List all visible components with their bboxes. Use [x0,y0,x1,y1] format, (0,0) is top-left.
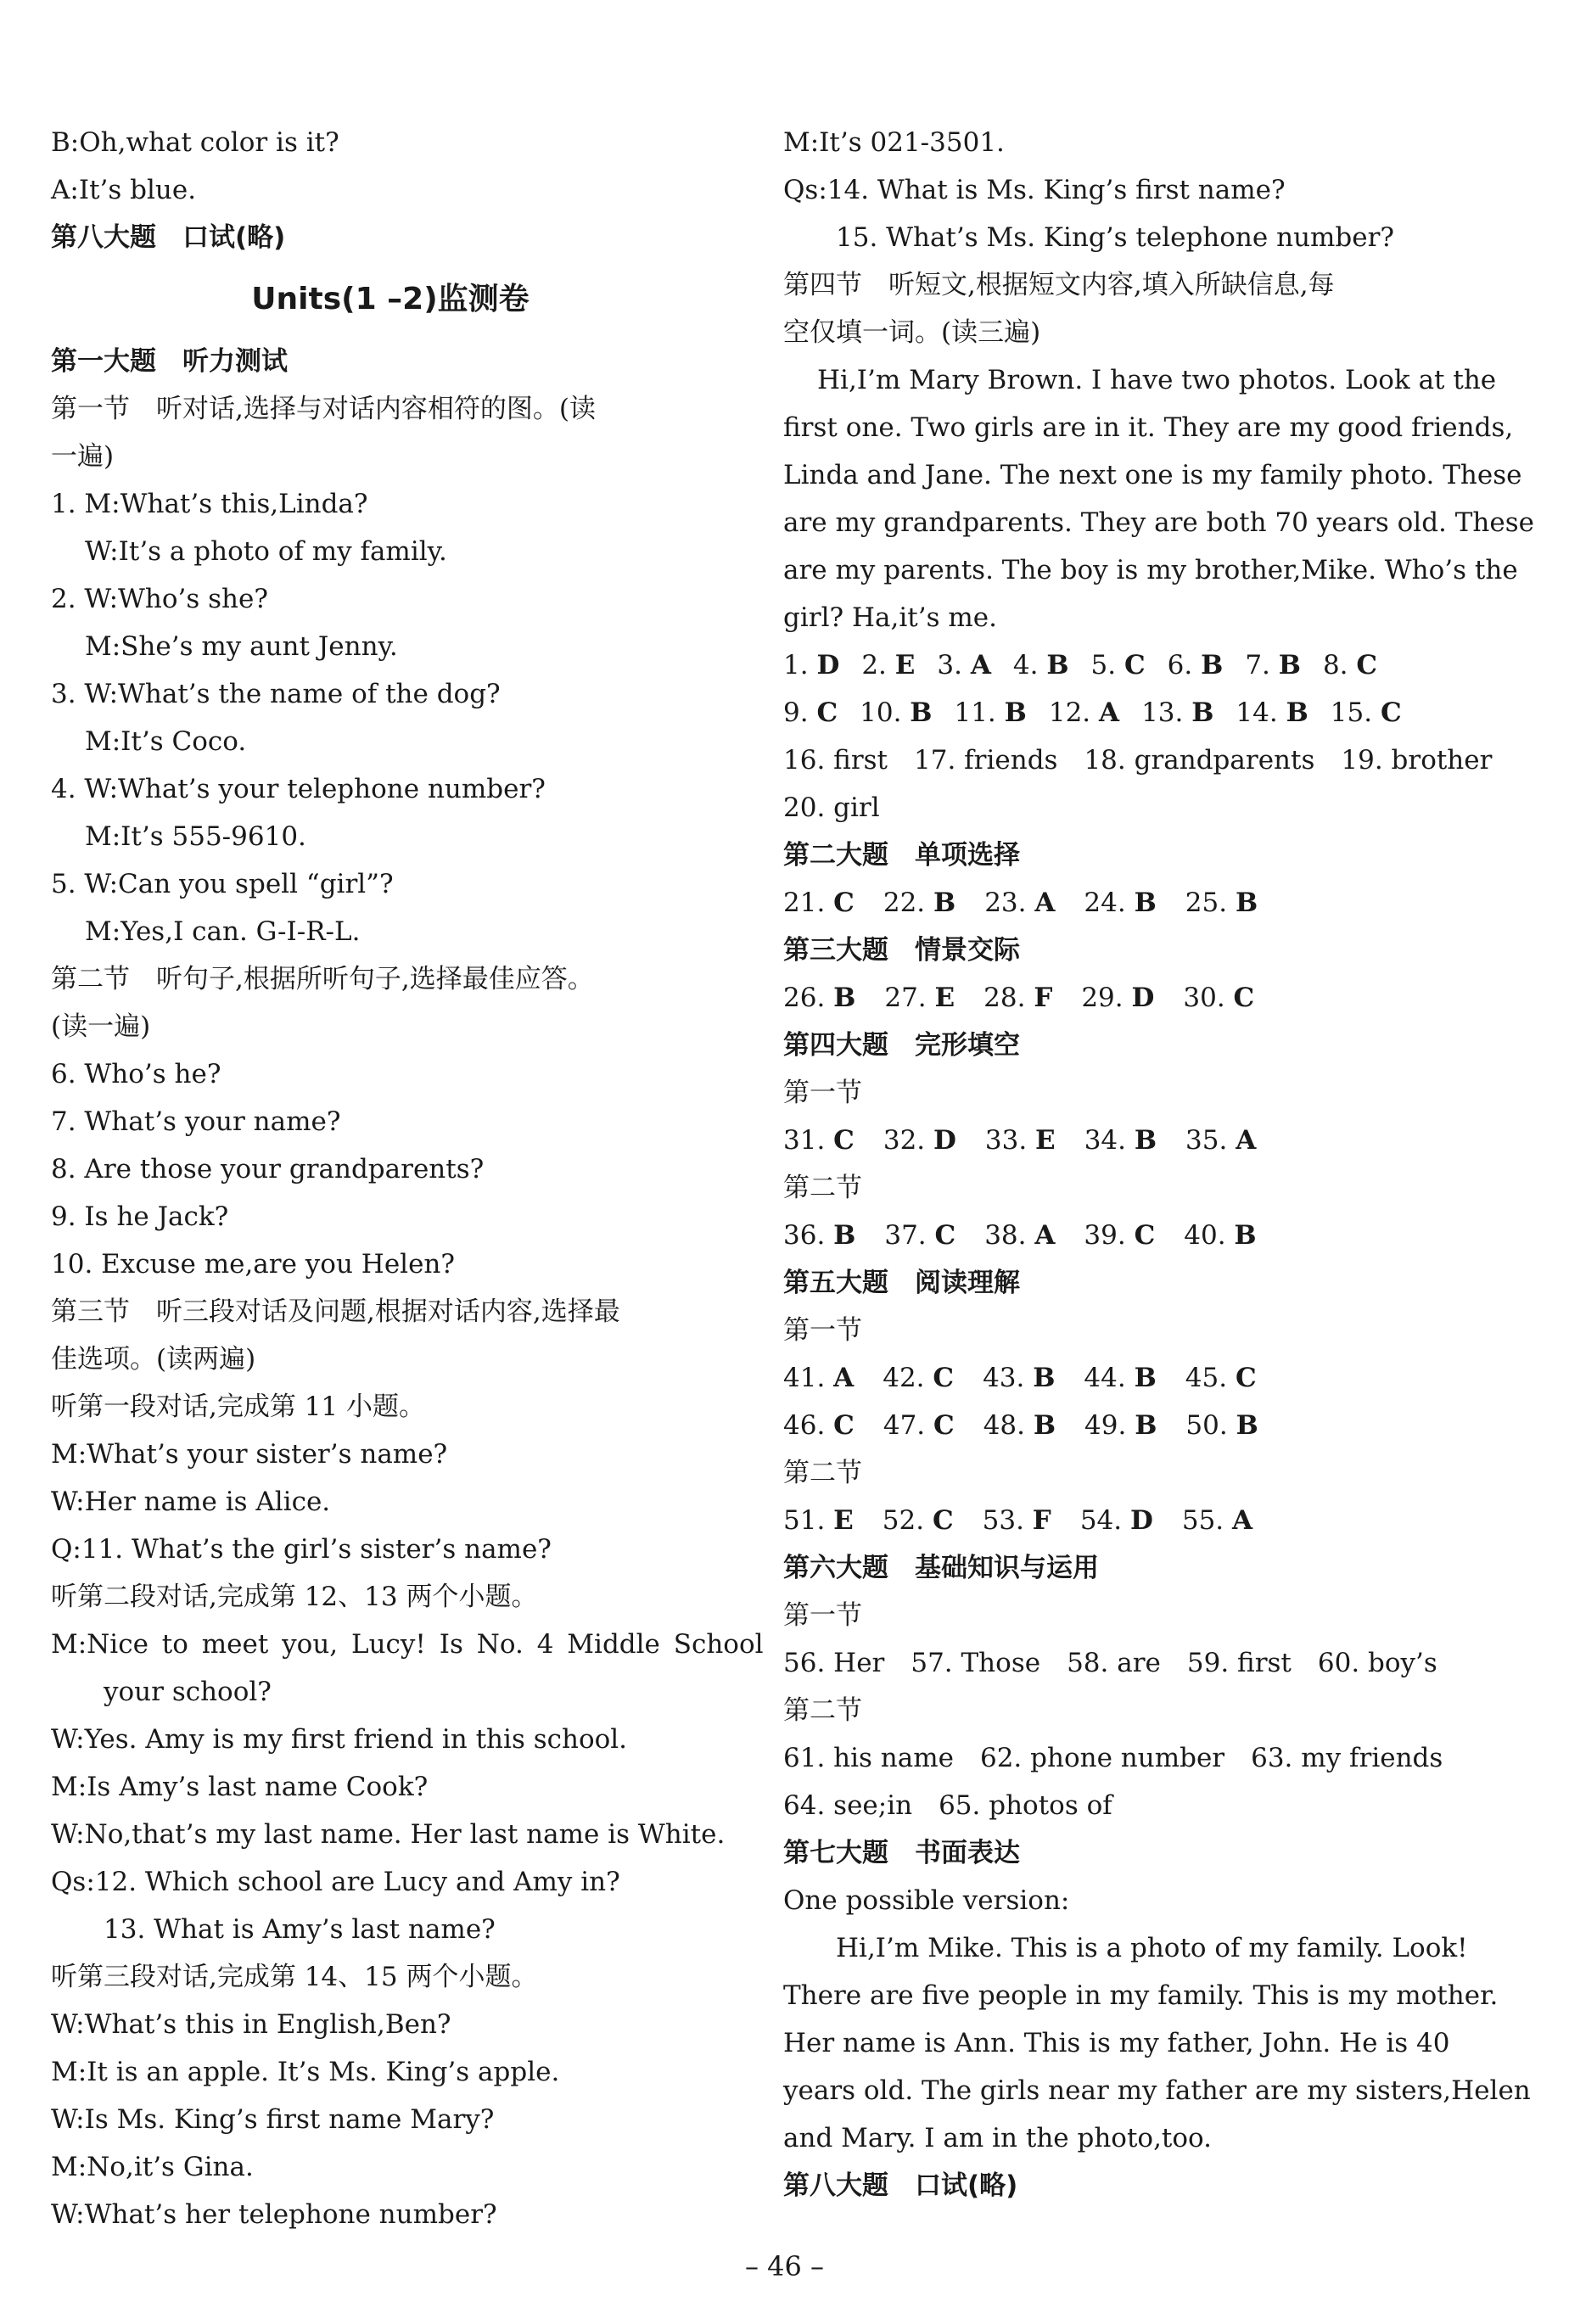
answer-letter: C [833,888,855,918]
answer-number: 25. [1185,888,1236,918]
answer-number: 53. [982,1505,1033,1536]
answer-item [783,1402,855,1449]
answer-letter: B [1004,697,1027,728]
answer-number: 23. [984,888,1035,918]
dialog-line: W:What’s her telephone number? [51,2199,497,2230]
subsection-label: 第二节 [783,1173,862,1203]
answer-number: 54. [1079,1505,1130,1536]
section-heading: 第一大题 听力测试 [51,346,288,377]
answer-row [783,641,1466,689]
passage-line: are my grandparents. They are both 70 years old. These [783,507,1534,538]
dialog-line: W:No,that’s my last name. Her last name is White. [51,1819,726,1850]
answer-number: 3. [937,650,971,680]
essay-line: Her name is Ann. This is my father, John. He is 40 [783,2028,1450,2058]
dialog-line: M:What’s your sister’s name? [51,1439,448,1470]
dialog-line: M:It’s Coco. [85,726,247,757]
answer-item [1049,689,1119,736]
answer-item [1084,1212,1155,1259]
answer-item [983,1354,1055,1402]
answer-letter: C [1380,697,1402,728]
essay-line: years old. The girls near my father are my sisters,Helen [783,2075,1531,2106]
answer-item [883,1354,954,1402]
dialog-line: your school? [104,1677,272,1707]
answer-row: 61. his name 62. phone number 63. my friends [783,1743,1443,1773]
essay-line: and Mary. I am in the photo,too. [783,2123,1213,2153]
section-heading: 第二大题 单项选择 [783,840,1020,871]
dialog-line: 1. M:What’s this,Linda? [51,489,368,519]
answer-letter: F [1032,1505,1051,1536]
answer-item [783,1117,855,1164]
section-heading: 第六大题 基础知识与运用 [783,1553,1099,1583]
answer-row: 20. girl [783,792,880,823]
answer-number: 51. [783,1505,834,1536]
answer-item [937,641,991,689]
answer-item [861,641,915,689]
sentence-line: 9. Is he Jack? [51,1201,229,1232]
answer-number: 45. [1185,1363,1236,1393]
answer-number: 32. [883,1125,933,1156]
answer-number: 37. [884,1220,935,1251]
instruction: 第三节 听三段对话及问题,根据对话内容,选择最 [51,1296,620,1327]
dialog-line: W:What’s this in English,Ben? [51,2009,451,2040]
answer-letter: B [833,983,856,1013]
answer-row [783,1497,1466,1544]
essay-line: There are five people in my family. This is my mother. [783,1980,1499,2011]
answer-number: 28. [983,983,1034,1013]
answer-item [1084,1117,1157,1164]
answer-letter: E [934,983,955,1013]
answer-letter: B [1236,1410,1258,1441]
right-column [783,119,1534,2209]
answer-row [783,1354,1466,1402]
answer-letter: B [933,888,956,918]
answer-number: 50. [1185,1410,1236,1441]
answer-row [783,974,1466,1022]
passage-line: are my parents. The boy is my brother,Mike. Who’s the [783,555,1518,585]
dialog-line: W:Yes. Amy is my first friend in this school. [51,1724,628,1755]
section-heading: 第七大题 书面表达 [783,1838,1020,1868]
answer-letter: B [1046,650,1069,680]
answer-letter: B [833,1220,856,1251]
answer-letter: E [1035,1125,1056,1156]
answer-number: 43. [983,1363,1034,1393]
dialog-line: Qs:14. What is Ms. King’s first name? [783,175,1286,205]
answer-letter: C [1235,1363,1257,1393]
answer-item [1168,641,1224,689]
answer-letter: B [1191,697,1214,728]
dialog-intro: 听第二段对话,完成第 12、13 两个小题。 [51,1582,538,1612]
instruction: 空仅填一词。(读三遍) [783,317,1041,348]
answer-letter: F [1034,983,1053,1013]
answer-letter: C [932,1505,954,1536]
answer-item [1084,879,1156,927]
answer-row [783,1212,1466,1259]
answer-letter: D [1131,983,1155,1013]
answer-item [1080,1497,1153,1544]
answer-item [1245,641,1301,689]
answer-item [883,879,955,927]
dialog-line: M:No,it’s Gina. [51,2152,254,2182]
answer-row: 16. first 17. friends 18. grandparents 19. brother [783,745,1493,776]
dialog-line: Qs:12. Which school are Lucy and Amy in? [51,1867,620,1897]
instruction: 一遍) [51,441,115,472]
answer-item [1183,974,1254,1022]
answer-letter: C [1356,650,1378,680]
section-heading: 第五大题 阅读理解 [783,1268,1020,1298]
dialog-line: W:Her name is Alice. [51,1487,331,1517]
answer-row [783,879,1466,927]
section-heading: 第八大题 口试(略) [783,2170,1018,2201]
answer-number: 21. [783,888,834,918]
answer-item [984,879,1055,927]
dialog-line: 4. W:What’s your telephone number? [51,774,546,804]
answer-letter: B [1134,1125,1157,1156]
answer-number: 34. [1084,1125,1135,1156]
answer-number: 31. [783,1125,834,1156]
answer-letter: C [934,1220,956,1251]
answer-number: 5. [1090,650,1124,680]
answer-number: 4. [1012,650,1047,680]
answer-item [1185,1117,1256,1164]
answer-letter: B [1201,650,1224,680]
answer-item [1185,1402,1258,1449]
answer-number: 39. [1084,1220,1135,1251]
text-line: B:Oh,what color is it? [51,127,339,158]
answer-item [783,879,855,927]
version-label: One possible version: [783,1885,1070,1916]
answer-number: 40. [1184,1220,1235,1251]
subsection-label: 第二节 [783,1695,862,1726]
answer-letter: C [833,1125,855,1156]
answer-number: 13. [1141,697,1192,728]
answer-item [783,1354,854,1402]
answer-item [983,974,1052,1022]
sentence-line: 7. What’s your name? [51,1106,341,1137]
answer-item [1084,1402,1157,1449]
answer-letter: D [933,1125,956,1156]
answer-number: 14. [1236,697,1286,728]
passage-line: Hi,I’m Mary Brown. I have two photos. Look at the [817,365,1497,395]
answer-number: 35. [1185,1125,1236,1156]
answer-item [983,1402,1056,1449]
subsection-label: 第一节 [783,1600,862,1631]
answer-letter: B [1033,1410,1056,1441]
answer-letter: C [1233,983,1255,1013]
answer-letter: C [1134,1220,1156,1251]
answer-row: 64. see;in 65. photos of [783,1790,1112,1821]
answer-number: 33. [984,1125,1036,1156]
dialog-line: M:It is an apple. It’s Ms. King’s apple. [51,2057,560,2087]
answer-number: 7. [1245,650,1279,680]
answer-row: 56. Her 57. Those 58. are 59. first 60. boy’s [783,1648,1437,1678]
dialog-line: 15. What’s Ms. King’s telephone number? [836,222,1395,253]
answer-letter: B [1234,1220,1257,1251]
page-number: – 46 – [744,2250,825,2282]
answer-number: 47. [883,1410,933,1441]
answer-letter: A [1034,1220,1056,1251]
dialog-line: W:Is Ms. King’s first name Mary? [51,2104,495,2135]
answer-item [884,1212,955,1259]
dialog-line: 2. W:Who’s she? [51,584,268,614]
answer-letter: A [1232,1505,1253,1536]
answer-letter: D [816,650,840,680]
answer-letter: B [1135,1410,1157,1441]
answer-number: 24. [1084,888,1135,918]
answer-number: 10. [860,697,911,728]
instruction: 第二节 听句子,根据所听句子,选择最佳应答。 [51,964,594,994]
answer-letter: C [816,697,838,728]
answer-letter: C [1124,650,1146,680]
answer-number: 49. [1084,1410,1135,1441]
dialog-intro: 听第一段对话,完成第 11 小题。 [51,1392,426,1422]
sentence-line: 8. Are those your grandparents? [51,1154,485,1184]
dialog-line: 13. What is Amy’s last name? [104,1914,496,1945]
answer-letter: E [894,650,916,680]
dialog-line: M:Nice to meet you, Lucy! Is No. 4 Middle School [51,1629,764,1660]
answer-letter: B [1286,697,1308,728]
answer-item [984,1212,1055,1259]
answer-number: 30. [1183,983,1234,1013]
answer-item [1185,1354,1257,1402]
answer-number: 12. [1048,697,1099,728]
answer-number: 41. [783,1363,834,1393]
answer-number: 1. [783,650,817,680]
dialog-intro: 听第三段对话,完成第 14、15 两个小题。 [51,1962,538,1992]
left-column [51,119,764,2238]
answer-letter: C [933,1410,955,1441]
answer-letter: A [1236,1125,1257,1156]
subsection-label: 第一节 [783,1078,862,1108]
instruction: 佳选项。(读两遍) [51,1344,256,1375]
answer-number: 52. [882,1505,933,1536]
answer-letter: C [933,1363,955,1393]
answer-number: 42. [883,1363,933,1393]
instruction: (读一遍) [51,1011,151,1042]
dialog-line: 3. W:What’s the name of the dog? [51,679,501,709]
section-heading: 第三大题 情景交际 [783,935,1020,966]
answer-number: 29. [1081,983,1132,1013]
answer-item [1323,641,1377,689]
answer-number: 8. [1322,650,1357,680]
answer-item [1084,1354,1156,1402]
section-heading: 第八大题 口试(略) [51,222,286,253]
sentence-line: 6. Who’s he? [51,1059,221,1089]
answer-letter: D [1129,1505,1153,1536]
dialog-line: M:She’s my aunt Jenny. [85,631,398,662]
answer-item [883,1117,956,1164]
answer-item [1236,689,1308,736]
answer-letter: B [1235,888,1258,918]
answer-number: 48. [983,1410,1034,1441]
answer-number: 55. [1181,1505,1233,1536]
sentence-line: 10. Excuse me,are you Helen? [51,1249,456,1280]
instruction: 第四节 听短文,根据短文内容,填入所缺信息,每 [783,270,1335,300]
answer-letter: C [833,1410,855,1441]
passage-line: first one. Two girls are in it. They are my good friends, [783,412,1514,443]
answer-letter: B [1134,888,1157,918]
passage-line: Linda and Jane. The next one is my family photo. These [783,460,1522,490]
page-title: Units(1 –2)监测卷 [251,282,530,316]
answer-item [884,974,955,1022]
answer-row [783,689,1466,736]
instruction: 第一节 听对话,选择与对话内容相符的图。(读 [51,394,596,424]
section-heading: 第四大题 完形填空 [783,1030,1020,1061]
answer-item [1091,641,1146,689]
answer-number: 26. [783,983,834,1013]
answer-letter: B [1278,650,1301,680]
answer-number: 6. [1167,650,1202,680]
answer-item [783,1497,854,1544]
subsection-label: 第二节 [783,1458,862,1488]
essay-line: Hi,I’m Mike. This is a photo of my family. Look! [836,1933,1468,1963]
dialog-line: M:Is Amy’s last name Cook? [51,1772,429,1802]
dialog-line: Q:11. What’s the girl’s sister’s name? [51,1534,552,1565]
answer-letter: B [1134,1363,1157,1393]
dialog-line: M:It’s 555-9610. [85,821,306,852]
answer-item [1331,689,1402,736]
dialog-line: 5. W:Can you spell “girl”? [51,869,394,899]
answer-letter: E [833,1505,854,1536]
answer-number: 22. [883,888,933,918]
dialog-line: M:It’s 021-3501. [783,127,1005,158]
answer-item [783,641,839,689]
answer-item [954,689,1026,736]
answer-number: 38. [984,1220,1035,1251]
answer-letter: B [1033,1363,1056,1393]
answer-letter: A [970,650,991,680]
answer-letter: A [1034,888,1056,918]
answer-number: 46. [783,1410,834,1441]
answer-number: 9. [783,697,817,728]
answer-item [783,689,838,736]
answer-item [1184,1212,1256,1259]
dialog-line: M:Yes,I can. G-I-R-L. [85,916,361,947]
answer-item [1013,641,1069,689]
answer-number: 27. [884,983,935,1013]
answer-row [783,1117,1466,1164]
passage-line: girl? Ha,it’s me. [783,602,997,633]
answer-item [783,1212,855,1259]
answer-letter: A [833,1363,855,1393]
answer-item [1141,689,1213,736]
answer-item [1182,1497,1252,1544]
answer-item [783,974,855,1022]
dialog-line: W:It’s a photo of my family. [85,536,447,567]
text-line: A:It’s blue. [51,175,197,205]
answer-number: 11. [954,697,1005,728]
answer-item [883,1497,954,1544]
answer-number: 2. [861,650,895,680]
answer-item [1185,879,1258,927]
subsection-label: 第一节 [783,1315,862,1346]
answer-item [1081,974,1154,1022]
answer-item [983,1497,1051,1544]
answer-letter: B [910,697,933,728]
answer-item [883,1402,955,1449]
answer-number: 36. [783,1220,834,1251]
answer-letter: A [1099,697,1120,728]
answer-number: 44. [1084,1363,1135,1393]
answer-number: 15. [1330,697,1381,728]
answer-row [783,1402,1466,1449]
answer-item [985,1117,1056,1164]
answer-item [860,689,932,736]
